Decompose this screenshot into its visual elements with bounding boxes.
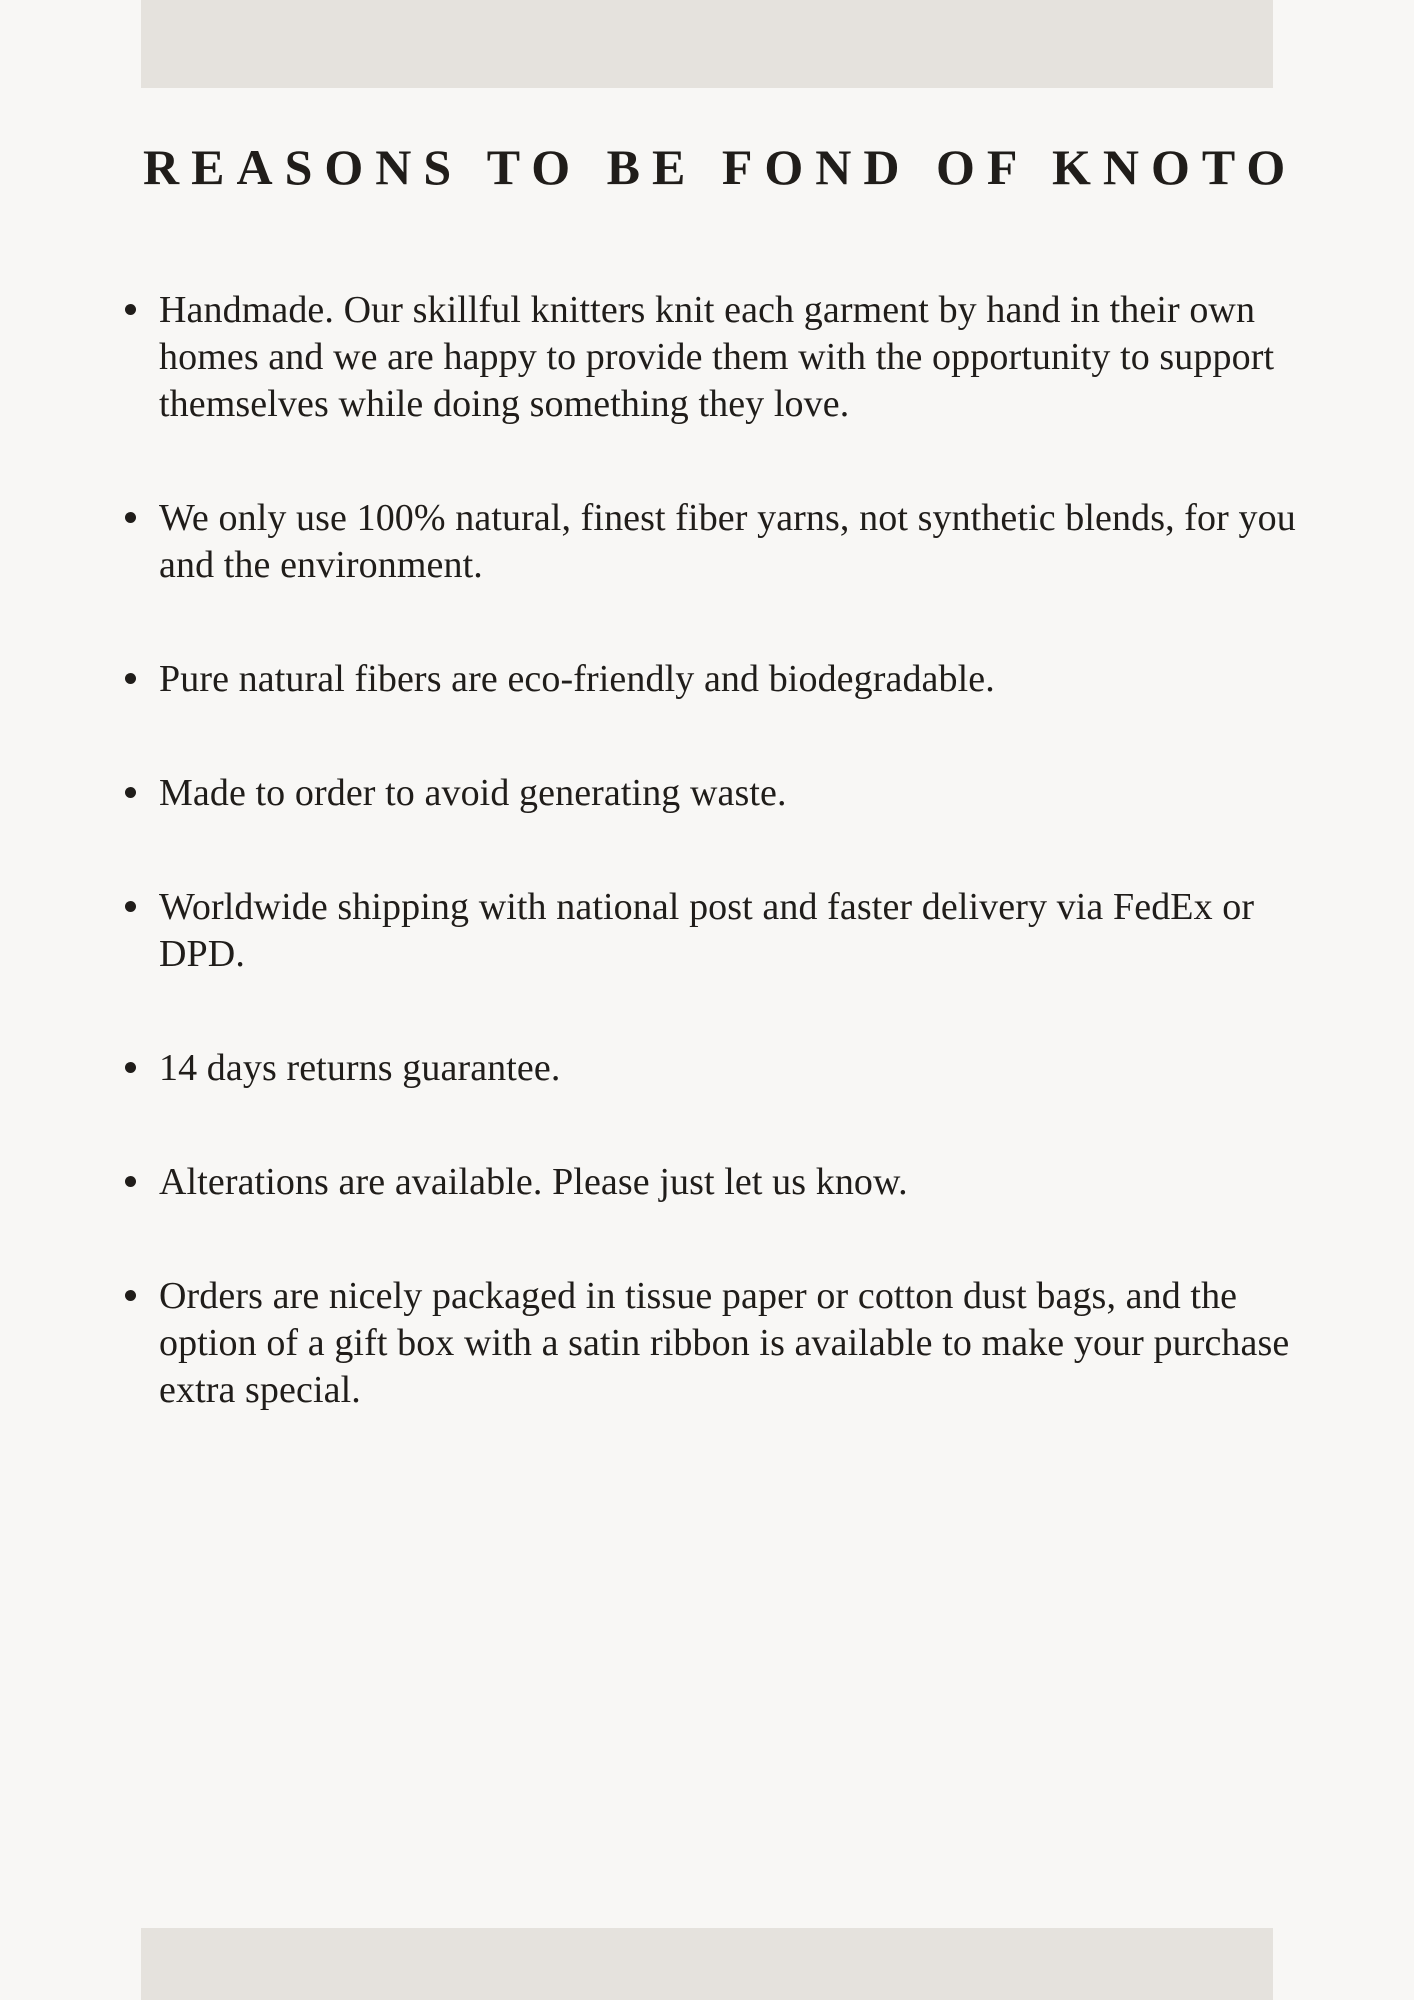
bullet-dot-icon	[125, 901, 136, 912]
list-item-text: Orders are nicely packaged in tissue paper or cotton dust bags, and the option of a gift box with a satin ribbon is available to make your purchase extra special.	[159, 1275, 1290, 1411]
list-item	[125, 1045, 1324, 1092]
bullet-dot-icon	[125, 1290, 136, 1301]
list-item-text: We only use 100% natural, finest fiber yarns, not synthetic blends, for you and the environment.	[159, 497, 1296, 586]
list-item	[125, 287, 1324, 428]
list-item-text: Handmade. Our skillful knitters knit each garment by hand in their own homes and we are happy to provide them with the opportunity to support themselves while doing something they love.	[159, 289, 1275, 425]
list-item-text: Pure natural fibers are eco-friendly and biodegradable.	[159, 658, 995, 700]
bullet-dot-icon	[125, 673, 136, 684]
list-item-text: Worldwide shipping with national post and faster delivery via FedEx or DPD.	[159, 886, 1255, 975]
list-item	[125, 770, 1324, 817]
list-item	[125, 1273, 1324, 1414]
list-item-text: Alterations are available. Please just let us know.	[159, 1161, 908, 1203]
bullet-dot-icon	[125, 1062, 136, 1073]
bullet-dot-icon	[125, 787, 136, 798]
bullet-dot-icon	[125, 512, 136, 523]
list-item	[125, 495, 1324, 589]
page-title: REASONS TO BE FOND OF KNOTO	[143, 139, 1298, 195]
bottom-decoration-band	[141, 1928, 1273, 2000]
list-item	[125, 656, 1324, 703]
list-item	[125, 1159, 1324, 1206]
bullet-dot-icon	[125, 1176, 136, 1187]
list-item-text: Made to order to avoid generating waste.	[159, 772, 787, 814]
list-item	[125, 884, 1324, 978]
bullet-dot-icon	[125, 304, 136, 315]
list-item-text: 14 days returns guarantee.	[159, 1047, 561, 1089]
bullet-list	[125, 287, 1324, 1414]
